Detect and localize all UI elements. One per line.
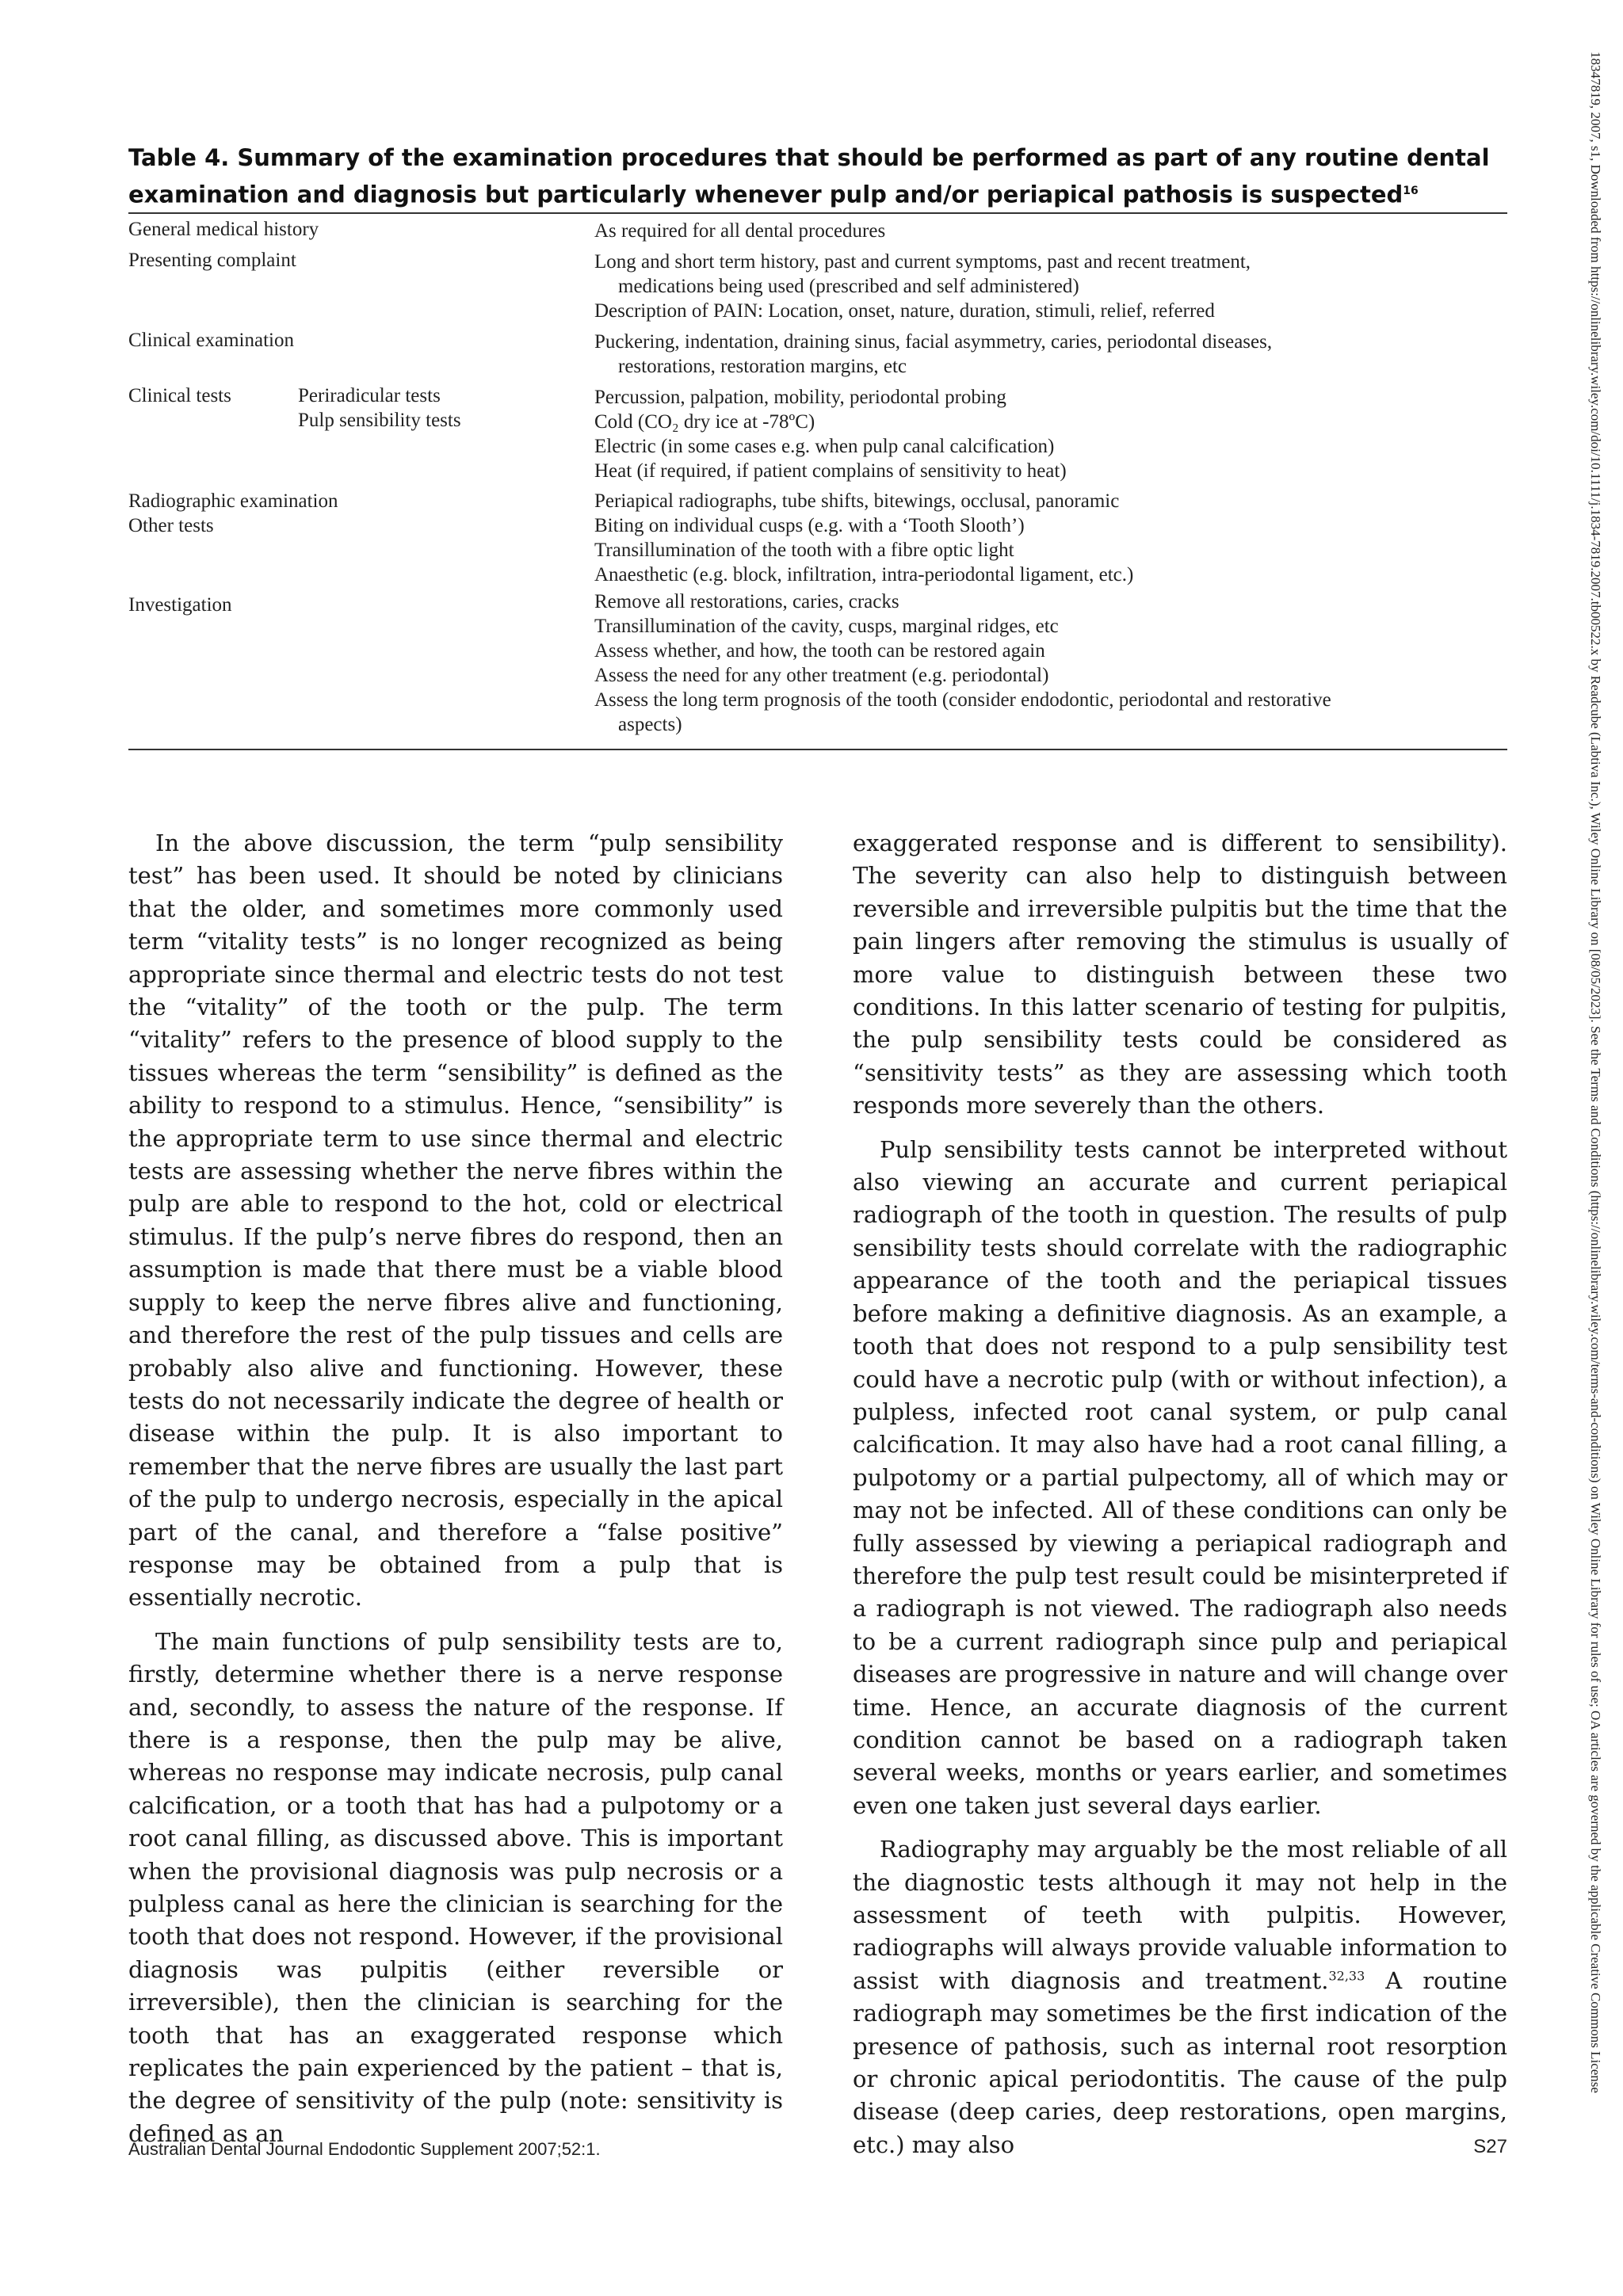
body-column-left	[128, 827, 783, 2150]
paragraph: In the above discussion, the term “pulp sensibility test” has been used. It should be noted by clinicians that the older, and sometimes more commonly used term “vitality tests” is no longer recognized as being appropriate since thermal and electric tests do not test the “vitality” of the tooth or the pulp. The term “vitality” refers to the presence of blood supply to the tissues whereas the term “sensibility” is defined as the ability to respond to a stimulus. Hence, “sensibility” is the appropriate term to use since thermal and electric tests are assessing whether the nerve fibres within the pulp are able to respond to the hot, cold or electrical stimulus. If the pulp’s nerve fibres do respond, then an assumption is made that there must be a viable blood supply to keep the nerve fibres alive and functioning, and therefore the rest of the pulp tissues and cells are probably also alive and functioning. However, these tests do not necessarily indicate the degree of health or disease within the pulp. It is also important to remember that the nerve fibres are usually the last part of the pulp to undergo necrosis, especially in the apical part of the canal, and therefore a “false positive” response may be obtained from a pulp that is essentially necrotic.	[128, 830, 783, 1611]
row-line: Periapical radiographs, tube shifts, bitewings, occlusal, panoramic	[594, 490, 1120, 512]
row-line: Anaesthetic (e.g. block, infiltration, intra-periodontal ligament, etc.)	[594, 564, 1134, 585]
row-line: aspects)	[618, 714, 682, 735]
citation-ref: 32,33	[1328, 1968, 1365, 1984]
paragraph-text: A routine radiograph may sometimes be the first indication of the presence of pathosis, such as internal root resorption or chronic apical periodontitis. The cause of the pulp disease (deep caries, deep restorations, open margins, etc.) may also	[853, 1966, 1507, 2158]
table-caption-ref: 16	[1403, 185, 1419, 197]
row-content	[594, 489, 1506, 513]
footer-journal: Australian Dental Journal Endodontic Supplement 2007;52:1.	[128, 2139, 601, 2159]
row-line: Assess whether, and how, the tooth can be restored again	[594, 640, 1045, 662]
paragraph	[853, 1833, 1507, 2161]
paragraph: Pulp sensibility tests cannot be interpreted without also viewing an accurate and current periapical radiograph of the tooth in question. The results of pulp sensibility tests should correlate with the radiographic appearance of the tooth and the periapical tissues before making a definitive diagnosis. As an example, a tooth that does not respond to a pulp sensibility test could have a necrotic pulp (with or without infection), a pulpless, infected root canal system, or pulp canal calcification. It may also have had a root canal filling, a pulpotomy or a partial pulpectomy, all of which may or may not be infected. All of these conditions can only be fully assessed by viewing a periapical radiograph and therefore the pulp test result could be misinterpreted if a radiograph is not viewed. The radiograph also needs to be a current radiograph since pulp and periapical diseases are progressive in nature and will change over time. Hence, an accurate diagnosis of the current condition cannot be based on a radiograph taken several weeks, months or years earlier, and sometimes even one taken just several days earlier.	[853, 1135, 1507, 1819]
row-label: Other tests	[128, 515, 214, 536]
row-line: Assess the long term prognosis of the tooth (consider endodontic, periodontal and restorative	[594, 689, 1331, 711]
body-column-right	[853, 827, 1507, 2161]
row-line: medications being used (prescribed and self administered)	[618, 276, 1079, 297]
row-content	[594, 385, 1506, 483]
row-line: Puckering, indentation, draining sinus, facial asymmetry, caries, periodontal diseases,	[594, 331, 1273, 353]
row-label: Clinical examination	[128, 330, 294, 351]
page-number: S27	[1473, 2136, 1507, 2157]
row-line: Transillumination of the cavity, cusps, marginal ridges, etc	[594, 616, 1059, 637]
row-line: Long and short term history, past and current symptoms, past and recent treatment,	[594, 251, 1251, 273]
row-label: Clinical tests	[128, 385, 231, 406]
row-line: Percussion, palpation, mobility, periodontal probing	[594, 387, 1006, 408]
row-line: Transillumination of the tooth with a fibre optic light	[594, 540, 1014, 561]
table-bottom-rule	[128, 749, 1507, 750]
license-notice: 18347819, 2007, s1, Downloaded from https://onlinelibrary.wiley.com/doi/10.1111/j.1834-7819.2007.tb00522.x by Readcube (Labtiva Inc.), Wiley Online Library on [08/05/2023]. See the Terms and Conditions (https://onlinelibrary.wiley.com/terms-and-conditions) on Wiley Online Library for rules of use; OA articles are governed by the applicable Creative Commons License	[1588, 51, 1603, 2093]
row-content	[594, 589, 1506, 737]
row-sublabel: Pulp sensibility tests	[298, 410, 461, 431]
table-caption	[128, 141, 1507, 212]
row-line: Remove all restorations, caries, cracks	[594, 591, 899, 612]
row-line: Electric (in some cases e.g. when pulp canal calcification)	[594, 436, 1055, 457]
paragraph-text: Radiography may arguably be the most reliable of all the diagnostic tests although it may not help in the assessment of teeth with pulpitis. However, radiographs will always provide valuable information to assist with diagnosis and treatment.	[853, 1836, 1507, 1994]
row-line: Assess the need for any other treatment (e.g. periodontal)	[594, 665, 1049, 686]
row-label: Radiographic examination	[128, 490, 338, 512]
row-sublabel: Periradicular tests	[298, 385, 441, 406]
table-top-rule	[128, 212, 1507, 214]
row-content	[594, 219, 1506, 243]
row-label: General medical history	[128, 219, 319, 240]
row-line: Biting on individual cusps (e.g. with a ‘Tooth Slooth’)	[594, 515, 1025, 536]
paragraph: exaggerated response and is different to sensibility). The severity can also help to distinguish between reversible and irreversible pulpitis but the time that the pain lingers after removing the stimulus is usually of more value to distinguish between these two conditions. In this latter scenario of testing for pulpitis, the pulp sensibility tests could be considered as “sensitivity tests” as they are assessing which tooth responds more severely than the others.	[853, 830, 1507, 1119]
row-line: Heat (if required, if patient complains of sensitivity to heat)	[594, 460, 1067, 482]
row-label: Presenting complaint	[128, 250, 296, 271]
row-content	[594, 330, 1506, 379]
row-line: Description of PAIN: Location, onset, nature, duration, stimuli, relief, referred	[594, 300, 1215, 322]
paragraph: The main functions of pulp sensibility tests are to, firstly, determine whether there is a nerve response and, secondly, to assess the nature of the response. If there is a response, then the pulp may be alive, whereas no response may indicate necrosis, pulp canal calcification, or a tooth that has had a pulpotomy or a root canal filling, as discussed above. This is important when the provisional diagnosis was pulp necrosis or a pulpless canal as here the clinician is searching for the tooth that does not respond. However, if the provisional diagnosis was pulpitis (either reversible or irreversible), then the clinician is searching for the tooth that has an exaggerated response which replicates the pain experienced by the patient – that is, the degree of sensitivity of the pulp (note: sensitivity is defined as an	[128, 1627, 783, 2147]
row-line: As required for all dental procedures	[594, 220, 886, 242]
row-line: Cold (CO₂ dry ice at -78ºC)	[594, 411, 815, 433]
row-content	[594, 250, 1506, 323]
row-content	[594, 513, 1506, 587]
row-line: restorations, restoration margins, etc	[618, 356, 907, 377]
row-label: Investigation	[128, 594, 232, 616]
table-caption-text: Table 4. Summary of the examination procedures that should be performed as part of any routine dental examination and diagnosis but particularly whenever pulp and/or periapical pathosis is suspected	[128, 144, 1490, 208]
